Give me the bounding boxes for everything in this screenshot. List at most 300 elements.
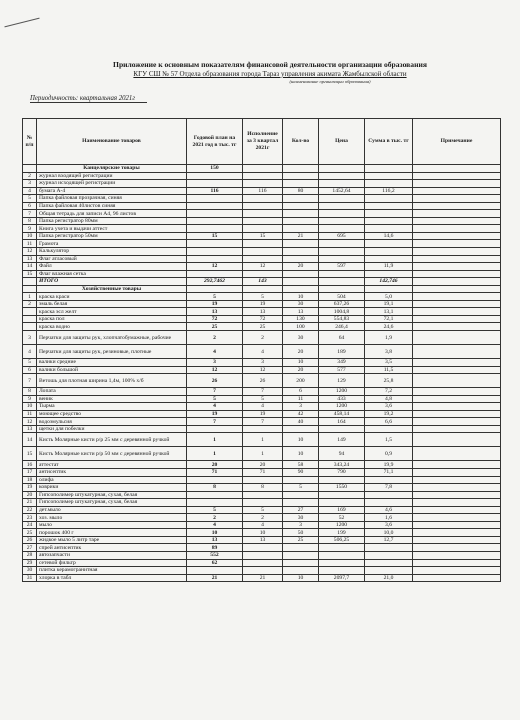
cell-execution <box>243 172 283 180</box>
cell-price: 1452,64 <box>319 187 365 195</box>
cell-number: 1 <box>23 293 37 301</box>
goods-table <box>22 118 501 582</box>
cell-price: 52 <box>319 514 365 522</box>
cell-plan: 1 <box>187 447 243 461</box>
cell-plan: 5 <box>187 506 243 514</box>
cell-quantity: 27 <box>283 506 319 514</box>
cell-sum: 1,6 <box>365 514 413 522</box>
cell-name: эмаль белая <box>37 300 187 308</box>
cell-price: 164 <box>319 418 365 426</box>
cell-name: Тырма <box>37 403 187 411</box>
cell-plan: 7 <box>187 418 243 426</box>
cell-name: Хозяйственные товары <box>37 285 187 293</box>
table-row <box>23 468 501 476</box>
cell-price <box>319 285 365 293</box>
scan-pen-mark <box>4 18 39 28</box>
cell-sum: 13,1 <box>365 308 413 316</box>
cell-quantity <box>283 491 319 499</box>
cell-price: 554,83 <box>319 315 365 323</box>
cell-sum <box>365 217 413 225</box>
cell-number: 23 <box>23 514 37 522</box>
cell-name: Грамота <box>37 240 187 248</box>
cell-price <box>319 195 365 203</box>
cell-execution <box>243 551 283 559</box>
cell-plan <box>187 195 243 203</box>
cell-sum: 24,6 <box>365 323 413 331</box>
cell-quantity <box>283 499 319 507</box>
cell-name: Папка регистратор 50мм <box>37 232 187 240</box>
cell-note <box>413 425 501 433</box>
cell-number: 13 <box>23 255 37 263</box>
cell-price: 433 <box>319 395 365 403</box>
cell-sum <box>365 559 413 567</box>
table-row <box>23 418 501 426</box>
cell-note <box>413 461 501 469</box>
cell-number: 6 <box>23 202 37 210</box>
cell-plan: 4 <box>187 521 243 529</box>
cell-quantity: 10 <box>283 447 319 461</box>
cell-execution <box>243 544 283 552</box>
cell-plan: 2 <box>187 331 243 345</box>
cell-execution: 21 <box>243 574 283 582</box>
cell-name: Книга учета и выдачи аттест <box>37 225 187 233</box>
cell-name: мыло <box>37 521 187 529</box>
cell-number: 15 <box>23 270 37 278</box>
cell-sum <box>365 195 413 203</box>
table-row <box>23 529 501 537</box>
cell-price: 458,14 <box>319 410 365 418</box>
cell-plan: 10 <box>187 529 243 537</box>
section-row <box>23 285 501 293</box>
table-row <box>23 232 501 240</box>
table-row <box>23 366 501 374</box>
document-title: Приложение к основным показателям финансовой деятельности организации образования <box>113 60 427 69</box>
cell-number: 13 <box>23 425 37 433</box>
col-note: Примечание <box>413 119 501 165</box>
table-row <box>23 476 501 484</box>
cell-quantity <box>283 551 319 559</box>
cell-plan: 13 <box>187 308 243 316</box>
cell-sum: 11,5 <box>365 366 413 374</box>
cell-note <box>413 559 501 567</box>
table-row <box>23 395 501 403</box>
cell-plan <box>187 255 243 263</box>
cell-sum <box>365 248 413 256</box>
cell-price: 577 <box>319 366 365 374</box>
cell-price: 189 <box>319 345 365 359</box>
cell-execution: 2 <box>243 514 283 522</box>
cell-number: 14 <box>23 263 37 271</box>
cell-quantity: 200 <box>283 374 319 388</box>
cell-quantity <box>283 180 319 188</box>
cell-note <box>413 514 501 522</box>
cell-price <box>319 499 365 507</box>
cell-execution: 3 <box>243 359 283 367</box>
cell-plan: 1 <box>187 433 243 447</box>
cell-price: 64 <box>319 331 365 345</box>
cell-note <box>413 499 501 507</box>
cell-name: Калькулятор <box>37 248 187 256</box>
cell-execution: 10 <box>243 529 283 537</box>
cell-sum: 0,9 <box>365 447 413 461</box>
cell-name: порошок 400 г <box>37 529 187 537</box>
cell-sum: 4,6 <box>365 506 413 514</box>
table-row <box>23 240 501 248</box>
cell-plan: 2 <box>187 514 243 522</box>
cell-sum <box>365 285 413 293</box>
cell-quantity <box>283 195 319 203</box>
cell-execution: 25 <box>243 323 283 331</box>
cell-plan <box>187 248 243 256</box>
cell-plan: 71 <box>187 468 243 476</box>
cell-sum: 25,8 <box>365 374 413 388</box>
cell-execution: 1 <box>243 433 283 447</box>
cell-price: 1200 <box>319 521 365 529</box>
col-price: Цена <box>319 119 365 165</box>
cell-note <box>413 491 501 499</box>
cell-name: Папка регистратор 80мм <box>37 217 187 225</box>
cell-quantity: 80 <box>283 187 319 195</box>
cell-number: 25 <box>23 529 37 537</box>
cell-quantity: 13 <box>283 308 319 316</box>
cell-note <box>413 388 501 396</box>
cell-number: 2 <box>23 300 37 308</box>
cell-quantity: 10 <box>283 574 319 582</box>
table-row <box>23 433 501 447</box>
table-row <box>23 172 501 180</box>
cell-number: 16 <box>23 461 37 469</box>
cell-number: 12 <box>23 418 37 426</box>
cell-note <box>413 187 501 195</box>
cell-quantity <box>283 165 319 173</box>
cell-sum <box>365 180 413 188</box>
cell-name: Лопата <box>37 388 187 396</box>
cell-name: валики большой <box>37 366 187 374</box>
cell-quantity <box>283 476 319 484</box>
cell-sum: 3,5 <box>365 359 413 367</box>
table-row <box>23 293 501 301</box>
cell-sum <box>365 425 413 433</box>
cell-execution <box>243 195 283 203</box>
cell-number: 6 <box>23 366 37 374</box>
cell-quantity <box>283 544 319 552</box>
cell-plan: 3 <box>187 359 243 367</box>
cell-execution <box>243 180 283 188</box>
cell-sum <box>365 476 413 484</box>
cell-name: журнал исходящей регистрации <box>37 180 187 188</box>
cell-quantity: 11 <box>283 395 319 403</box>
table-row <box>23 331 501 345</box>
cell-price: 695 <box>319 232 365 240</box>
cell-execution: 12 <box>243 263 283 271</box>
cell-quantity <box>283 240 319 248</box>
cell-execution: 13 <box>243 308 283 316</box>
cell-quantity <box>283 425 319 433</box>
cell-execution <box>243 165 283 173</box>
cell-sum: 10,0 <box>365 529 413 537</box>
cell-note <box>413 574 501 582</box>
cell-execution: 72 <box>243 315 283 323</box>
cell-note <box>413 468 501 476</box>
cell-price <box>319 551 365 559</box>
cell-sum: 3,8 <box>365 345 413 359</box>
cell-quantity <box>283 567 319 575</box>
cell-note <box>413 476 501 484</box>
cell-note <box>413 567 501 575</box>
cell-plan <box>187 270 243 278</box>
cell-number: 27 <box>23 544 37 552</box>
cell-number: 8 <box>23 217 37 225</box>
cell-quantity: 100 <box>283 323 319 331</box>
cell-number: 10 <box>23 232 37 240</box>
cell-sum: 5,0 <box>365 293 413 301</box>
cell-execution: 7 <box>243 388 283 396</box>
table-row <box>23 374 501 388</box>
cell-plan: 62 <box>187 559 243 567</box>
cell-price: 1200 <box>319 403 365 411</box>
cell-execution <box>243 285 283 293</box>
cell-note <box>413 300 501 308</box>
cell-number <box>23 278 37 286</box>
cell-plan <box>187 172 243 180</box>
cell-number: 11 <box>23 240 37 248</box>
cell-note <box>413 172 501 180</box>
table-row <box>23 506 501 514</box>
cell-price: 597 <box>319 263 365 271</box>
cell-sum: 12,7 <box>365 536 413 544</box>
cell-execution <box>243 217 283 225</box>
cell-price <box>319 240 365 248</box>
cell-plan: 26 <box>187 374 243 388</box>
cell-price <box>319 165 365 173</box>
cell-name: Ветошь для плотная ширина 1,4м, 100% х/б <box>37 374 187 388</box>
cell-quantity: 90 <box>283 468 319 476</box>
cell-quantity: 10 <box>283 293 319 301</box>
cell-sum: 14,6 <box>365 232 413 240</box>
cell-number: 15 <box>23 447 37 461</box>
cell-quantity: 40 <box>283 418 319 426</box>
col-plan: Годовой план на 2021 год в тыс. тг <box>187 119 243 165</box>
cell-number: 5 <box>23 195 37 203</box>
cell-plan: 5 <box>187 293 243 301</box>
cell-plan: 21 <box>187 574 243 582</box>
cell-sum <box>365 499 413 507</box>
cell-quantity <box>283 225 319 233</box>
cell-price <box>319 202 365 210</box>
cell-execution <box>243 255 283 263</box>
cell-number: 26 <box>23 536 37 544</box>
cell-plan <box>187 202 243 210</box>
cell-price: 504 <box>319 293 365 301</box>
cell-quantity <box>283 270 319 278</box>
table-row <box>23 263 501 271</box>
cell-number <box>23 315 37 323</box>
organization-name: КГУ СШ № 57 Отдела образования города Тараз управления акимата Жамбылской области <box>133 70 407 78</box>
cell-sum: 142,746 <box>365 278 413 286</box>
cell-plan: 4 <box>187 345 243 359</box>
cell-number: 12 <box>23 248 37 256</box>
cell-plan <box>187 285 243 293</box>
cell-sum: 21,0 <box>365 574 413 582</box>
cell-execution <box>243 270 283 278</box>
cell-number: 2 <box>23 172 37 180</box>
table-row <box>23 180 501 188</box>
cell-price <box>319 544 365 552</box>
table-row <box>23 323 501 331</box>
cell-execution: 4 <box>243 345 283 359</box>
cell-plan: 292,7462 <box>187 278 243 286</box>
cell-execution <box>243 225 283 233</box>
cell-plan <box>187 567 243 575</box>
cell-plan: 19 <box>187 300 243 308</box>
total-row <box>23 278 501 286</box>
cell-plan <box>187 476 243 484</box>
cell-sum: 11,9 <box>365 263 413 271</box>
cell-name: автозапчасти <box>37 551 187 559</box>
cell-plan: 8 <box>187 484 243 492</box>
col-number: № п/п <box>23 119 37 165</box>
table-row <box>23 300 501 308</box>
cell-quantity <box>283 202 319 210</box>
cell-price <box>319 567 365 575</box>
cell-note <box>413 410 501 418</box>
cell-name: бумага А-4 <box>37 187 187 195</box>
cell-quantity <box>283 172 319 180</box>
cell-quantity <box>283 278 319 286</box>
cell-execution: 8 <box>243 484 283 492</box>
cell-note <box>413 308 501 316</box>
cell-number <box>23 165 37 173</box>
table-row <box>23 225 501 233</box>
table-row <box>23 551 501 559</box>
cell-note <box>413 210 501 218</box>
cell-quantity: 25 <box>283 536 319 544</box>
cell-note <box>413 418 501 426</box>
cell-note <box>413 374 501 388</box>
cell-plan: 12 <box>187 263 243 271</box>
cell-number: 20 <box>23 491 37 499</box>
cell-quantity <box>283 255 319 263</box>
cell-price <box>319 248 365 256</box>
table-row <box>23 217 501 225</box>
cell-name: Общая тетрадь для записи А4, 96 листов <box>37 210 187 218</box>
cell-sum: 3,6 <box>365 403 413 411</box>
cell-note <box>413 323 501 331</box>
cell-name: Кисть Молярные кисти р/р 50 мм с деревянной ручкой <box>37 447 187 461</box>
cell-quantity: 30 <box>283 514 319 522</box>
table-row <box>23 461 501 469</box>
cell-plan: 12 <box>187 366 243 374</box>
cell-quantity: 3 <box>283 403 319 411</box>
cell-sum <box>365 172 413 180</box>
cell-note <box>413 433 501 447</box>
cell-number: 3 <box>23 331 37 345</box>
cell-name: хоз. мыло <box>37 514 187 522</box>
cell-name: олифа <box>37 476 187 484</box>
cell-sum: 7,2 <box>365 388 413 396</box>
cell-sum <box>365 240 413 248</box>
cell-number: 29 <box>23 559 37 567</box>
cell-number: 7 <box>23 374 37 388</box>
cell-quantity: 50 <box>283 529 319 537</box>
cell-name: жидкое мыло 5 литр таре <box>37 536 187 544</box>
cell-name: веник <box>37 395 187 403</box>
cell-quantity: 30 <box>283 331 319 345</box>
cell-name: Канцелярские товары <box>37 165 187 173</box>
cell-plan: 116 <box>187 187 243 195</box>
cell-price: 637,26 <box>319 300 365 308</box>
cell-name: краска краси <box>37 293 187 301</box>
cell-plan: 19 <box>187 410 243 418</box>
cell-quantity: 30 <box>283 300 319 308</box>
cell-sum: 4,8 <box>365 395 413 403</box>
cell-execution: 5 <box>243 506 283 514</box>
cell-note <box>413 331 501 345</box>
cell-note <box>413 232 501 240</box>
table-header-row <box>23 119 501 165</box>
cell-number: 9 <box>23 225 37 233</box>
cell-sum: 1,9 <box>365 331 413 345</box>
cell-note <box>413 180 501 188</box>
cell-number: 8 <box>23 388 37 396</box>
cell-execution: 7 <box>243 418 283 426</box>
cell-number: 31 <box>23 574 37 582</box>
cell-number: 10 <box>23 403 37 411</box>
cell-number: 7 <box>23 210 37 218</box>
cell-name: аттестат <box>37 461 187 469</box>
cell-execution: 19 <box>243 300 283 308</box>
cell-sum <box>365 270 413 278</box>
cell-sum <box>365 544 413 552</box>
cell-note <box>413 529 501 537</box>
cell-quantity <box>283 248 319 256</box>
cell-number: 4 <box>23 345 37 359</box>
table-row <box>23 388 501 396</box>
table-row <box>23 187 501 195</box>
cell-quantity <box>283 217 319 225</box>
cell-price: 169 <box>319 506 365 514</box>
table-row <box>23 514 501 522</box>
cell-number: 22 <box>23 506 37 514</box>
cell-execution: 20 <box>243 461 283 469</box>
cell-quantity: 20 <box>283 263 319 271</box>
table-row <box>23 425 501 433</box>
cell-number: 3 <box>23 180 37 188</box>
col-name: Наименование товаров <box>37 119 187 165</box>
cell-sum <box>365 255 413 263</box>
cell-price <box>319 180 365 188</box>
cell-execution: 4 <box>243 521 283 529</box>
table-row <box>23 484 501 492</box>
cell-plan <box>187 180 243 188</box>
cell-number <box>23 285 37 293</box>
cell-price: 1200 <box>319 388 365 396</box>
cell-name: антисептик <box>37 468 187 476</box>
cell-execution <box>243 248 283 256</box>
table-body <box>23 165 501 582</box>
cell-execution <box>243 559 283 567</box>
cell-number: 24 <box>23 521 37 529</box>
cell-name: Перчатки для защиты рук, хлопчатобумажные, рабочие <box>37 331 187 345</box>
table-row <box>23 248 501 256</box>
cell-price <box>319 172 365 180</box>
cell-name: журнал входящей регистрации <box>37 172 187 180</box>
cell-note <box>413 255 501 263</box>
cell-plan <box>187 491 243 499</box>
cell-note <box>413 506 501 514</box>
cell-quantity: 42 <box>283 410 319 418</box>
cell-price <box>319 491 365 499</box>
